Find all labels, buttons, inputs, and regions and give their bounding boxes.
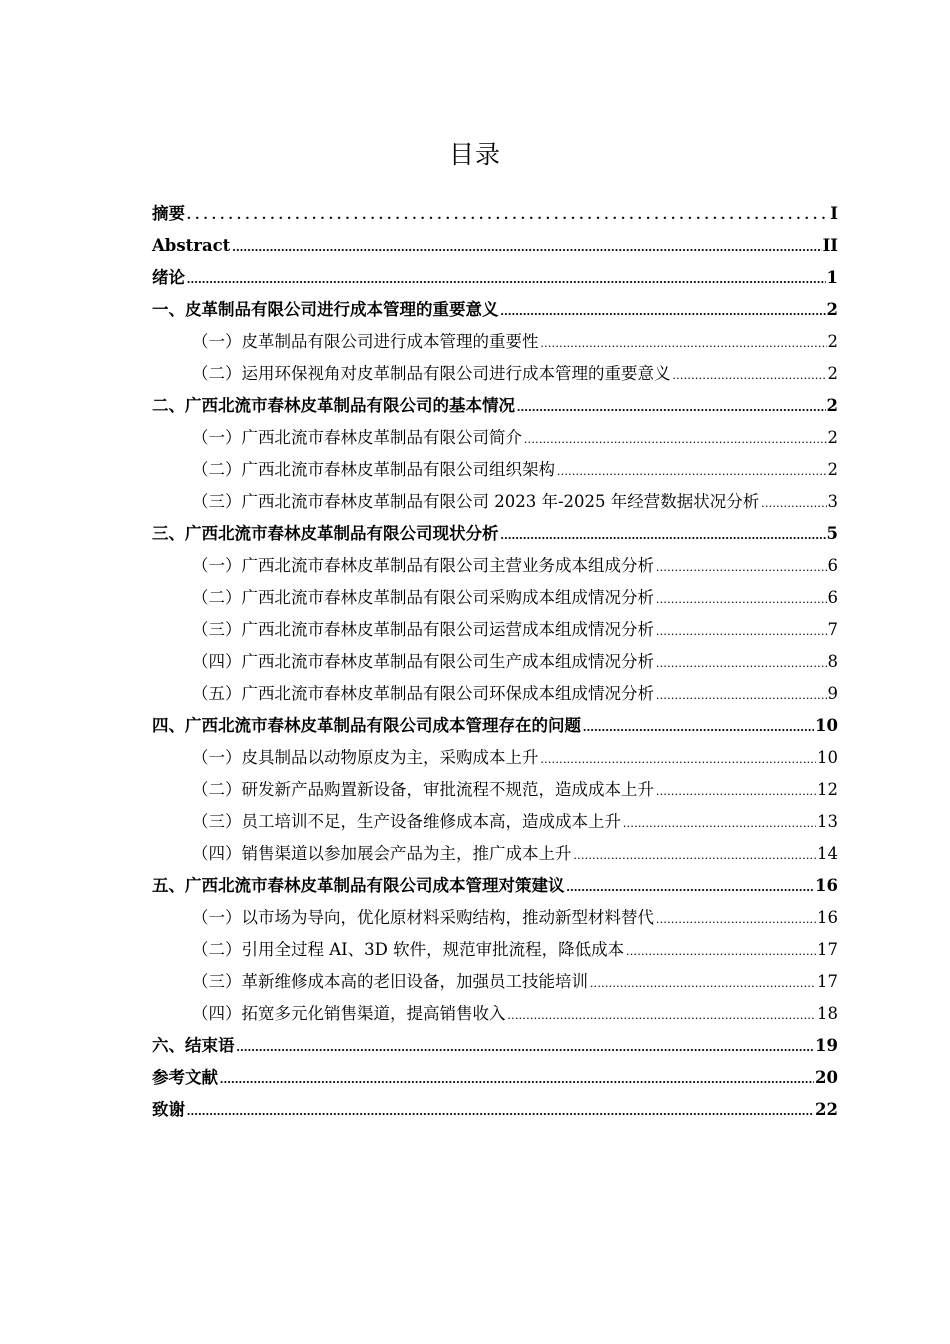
toc-entry-label: （四）广西北流市春林皮革制品有限公司生产成本组成情况分析 bbox=[192, 652, 654, 671]
toc-entry-page-number: 1 bbox=[826, 268, 838, 287]
toc-entry[interactable] bbox=[152, 806, 838, 838]
toc-entry-page-number: 7 bbox=[827, 620, 838, 639]
toc-entry[interactable] bbox=[152, 198, 838, 230]
toc-entry[interactable] bbox=[152, 742, 838, 774]
table-of-contents bbox=[152, 198, 838, 1126]
toc-entry-label: 二、广西北流市春林皮革制品有限公司的基本情况 bbox=[152, 396, 515, 415]
dot-leader bbox=[626, 935, 816, 967]
toc-entry[interactable] bbox=[152, 390, 838, 422]
toc-entry[interactable] bbox=[152, 326, 838, 358]
dot-leader bbox=[656, 679, 827, 711]
toc-entry[interactable] bbox=[152, 966, 838, 998]
toc-entry-page-number: 17 bbox=[817, 940, 838, 959]
toc-entry[interactable] bbox=[152, 550, 838, 582]
toc-entry[interactable] bbox=[152, 1094, 838, 1126]
toc-entry[interactable] bbox=[152, 774, 838, 806]
dot-leader bbox=[656, 775, 816, 807]
toc-entry-label: 三、广西北流市春林皮革制品有限公司现状分析 bbox=[152, 524, 499, 543]
toc-entry[interactable] bbox=[152, 518, 838, 550]
toc-entry-page-number: 6 bbox=[827, 588, 838, 607]
toc-entry-label: Abstract bbox=[152, 236, 231, 255]
toc-entry[interactable] bbox=[152, 230, 838, 262]
toc-entry[interactable] bbox=[152, 678, 838, 710]
toc-entry-page-number: II bbox=[822, 236, 838, 255]
toc-entry[interactable] bbox=[152, 934, 838, 966]
dot-leader bbox=[590, 967, 816, 999]
dot-leader bbox=[656, 551, 827, 583]
dot-leader bbox=[187, 1095, 814, 1127]
toc-entry-page-number: 5 bbox=[826, 524, 838, 543]
toc-entry-page-number: 9 bbox=[827, 684, 838, 703]
toc-entry[interactable] bbox=[152, 710, 838, 742]
toc-entry[interactable] bbox=[152, 582, 838, 614]
toc-entry[interactable] bbox=[152, 902, 838, 934]
toc-entry-label: （一）以市场为导向，优化原材料采购结构，推动新型材料替代 bbox=[192, 908, 654, 927]
toc-entry-label: 摘要 bbox=[152, 204, 185, 223]
dot-leader bbox=[232, 231, 821, 263]
toc-entry-label: 致谢 bbox=[152, 1100, 185, 1119]
dot-leader bbox=[574, 839, 817, 871]
dot-leader bbox=[557, 455, 827, 487]
toc-entry-page-number: 2 bbox=[827, 460, 838, 479]
toc-entry-label: （四）销售渠道以参加展会产品为主，推广成本上升 bbox=[192, 844, 572, 863]
toc-entry-label: 一、皮革制品有限公司进行成本管理的重要意义 bbox=[152, 300, 499, 319]
toc-entry[interactable] bbox=[152, 838, 838, 870]
toc-entry-page-number: 6 bbox=[827, 556, 838, 575]
dot-leader bbox=[761, 487, 826, 519]
toc-entry-label: （一）皮革制品有限公司进行成本管理的重要性 bbox=[192, 332, 539, 351]
dot-leader bbox=[237, 1031, 815, 1063]
dot-leader bbox=[508, 999, 817, 1031]
toc-entry[interactable] bbox=[152, 454, 838, 486]
dot-leader bbox=[623, 807, 816, 839]
dot-leader bbox=[187, 199, 829, 231]
toc-entry[interactable] bbox=[152, 262, 838, 294]
toc-entry-label: （五）广西北流市春林皮革制品有限公司环保成本组成情况分析 bbox=[192, 684, 654, 703]
dot-leader bbox=[187, 263, 826, 295]
toc-entry-page-number: 22 bbox=[815, 1100, 838, 1119]
toc-entry[interactable] bbox=[152, 614, 838, 646]
toc-entry-page-number: 3 bbox=[827, 492, 838, 511]
toc-entry-label: （二）广西北流市春林皮革制品有限公司采购成本组成情况分析 bbox=[192, 588, 654, 607]
toc-entry-label: （一）皮具制品以动物原皮为主，采购成本上升 bbox=[192, 748, 539, 767]
toc-entry[interactable] bbox=[152, 422, 838, 454]
dot-leader bbox=[524, 423, 827, 455]
toc-entry[interactable] bbox=[152, 646, 838, 678]
toc-entry-label: 绪论 bbox=[152, 268, 185, 287]
dot-leader bbox=[656, 583, 827, 615]
toc-entry-page-number: 2 bbox=[826, 396, 838, 415]
toc-entry-page-number: 8 bbox=[827, 652, 838, 671]
toc-entry-page-number: 12 bbox=[817, 780, 838, 799]
toc-entry-page-number: I bbox=[830, 204, 838, 223]
toc-entry-label: （二）运用环保视角对皮革制品有限公司进行成本管理的重要意义 bbox=[192, 364, 671, 383]
toc-entry-page-number: 10 bbox=[817, 748, 838, 767]
toc-entry[interactable] bbox=[152, 870, 838, 902]
dot-leader bbox=[501, 519, 826, 551]
toc-entry-label: 五、广西北流市春林皮革制品有限公司成本管理对策建议 bbox=[152, 876, 565, 895]
toc-entry[interactable] bbox=[152, 358, 838, 390]
page-title: 目录 bbox=[448, 139, 501, 169]
toc-entry-page-number: 16 bbox=[817, 908, 838, 927]
toc-entry-label: （二）引用全过程 AI、3D 软件，规范审批流程，降低成本 bbox=[192, 940, 625, 959]
toc-entry-label: （三）广西北流市春林皮革制品有限公司 2023 年-2025 年经营数据状况分析 bbox=[192, 492, 760, 511]
dot-leader bbox=[220, 1063, 814, 1095]
toc-entry-page-number: 2 bbox=[827, 332, 838, 351]
toc-entry-label: 六、结束语 bbox=[152, 1036, 235, 1055]
toc-entry-label: （三）员工培训不足，生产设备维修成本高，造成成本上升 bbox=[192, 812, 621, 831]
toc-entry[interactable] bbox=[152, 1062, 838, 1094]
toc-entry-page-number: 19 bbox=[815, 1036, 838, 1055]
toc-entry[interactable] bbox=[152, 294, 838, 326]
toc-entry[interactable] bbox=[152, 486, 838, 518]
toc-entry-label: （三）革新维修成本高的老旧设备，加强员工技能培训 bbox=[192, 972, 588, 991]
toc-entry-label: （四）拓宽多元化销售渠道，提高销售收入 bbox=[192, 1004, 506, 1023]
dot-leader bbox=[541, 743, 817, 775]
toc-entry-page-number: 18 bbox=[817, 1004, 838, 1023]
toc-entry-page-number: 2 bbox=[826, 300, 838, 319]
toc-entry-label: 参考文献 bbox=[152, 1068, 218, 1087]
toc-entry-page-number: 10 bbox=[815, 716, 838, 735]
toc-entry-page-number: 20 bbox=[815, 1068, 838, 1087]
toc-entry[interactable] bbox=[152, 1030, 838, 1062]
toc-entry-label: （二）广西北流市春林皮革制品有限公司组织架构 bbox=[192, 460, 555, 479]
toc-entry-label: （三）广西北流市春林皮革制品有限公司运营成本组成情况分析 bbox=[192, 620, 654, 639]
toc-entry-page-number: 13 bbox=[817, 812, 838, 831]
toc-entry-label: （一）广西北流市春林皮革制品有限公司主营业务成本组成分析 bbox=[192, 556, 654, 575]
dot-leader bbox=[656, 903, 816, 935]
toc-entry[interactable] bbox=[152, 998, 838, 1030]
dot-leader bbox=[517, 391, 826, 423]
toc-entry-page-number: 17 bbox=[817, 972, 838, 991]
dot-leader bbox=[656, 615, 827, 647]
toc-entry-label: （一）广西北流市春林皮革制品有限公司简介 bbox=[192, 428, 522, 447]
dot-leader bbox=[656, 647, 827, 679]
toc-entry-page-number: 14 bbox=[817, 844, 838, 863]
toc-entry-label: （二）研发新产品购置新设备，审批流程不规范，造成成本上升 bbox=[192, 780, 654, 799]
dot-leader bbox=[541, 327, 827, 359]
toc-entry-page-number: 2 bbox=[827, 428, 838, 447]
dot-leader bbox=[567, 871, 815, 903]
dot-leader bbox=[673, 359, 827, 391]
dot-leader bbox=[501, 295, 826, 327]
toc-entry-page-number: 16 bbox=[815, 876, 838, 895]
toc-entry-label: 四、广西北流市春林皮革制品有限公司成本管理存在的问题 bbox=[152, 716, 581, 735]
dot-leader bbox=[583, 711, 814, 743]
toc-entry-page-number: 2 bbox=[827, 364, 838, 383]
